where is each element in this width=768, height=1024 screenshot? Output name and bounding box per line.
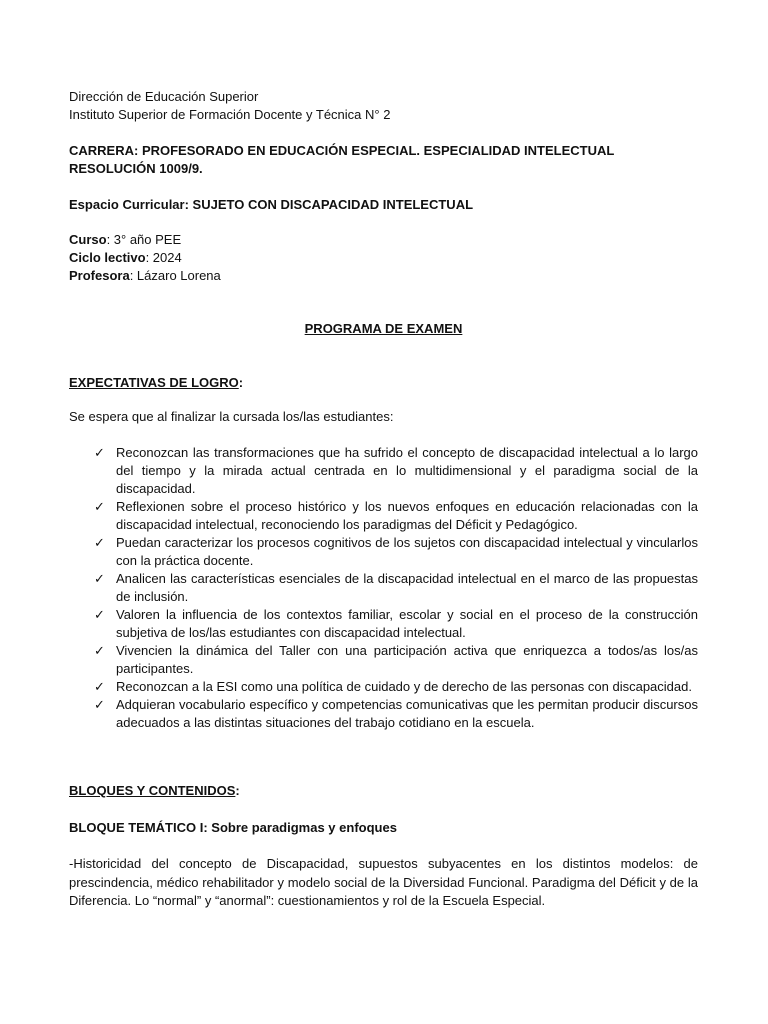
checkmark-icon: ✓ xyxy=(94,643,105,658)
list-item-text: Reconozcan las transformaciones que ha sufrido el concepto de discapacidad intelectual a lo largo del tiempo y la mirada actual centrada en lo multidimensional y el paradigma social de la discapacidad. xyxy=(116,445,698,496)
list-item-text: Puedan caracterizar los procesos cognitivos de los sujetos con discapacidad intelectual y vincularlos con la práctica docente. xyxy=(116,535,698,568)
list-item xyxy=(69,534,698,570)
checkmark-icon: ✓ xyxy=(94,535,105,550)
ciclo-label: Ciclo lectivo xyxy=(69,250,146,265)
profesora-value: : Lázaro Lorena xyxy=(129,268,221,283)
list-item xyxy=(69,642,698,678)
espacio-value: SUJETO CON DISCAPACIDAD INTELECTUAL xyxy=(188,197,474,212)
bloque1-text: -Historicidad del concepto de Discapacidad, supuestos subyacentes en los distintos modelos: de prescindencia, médico rehabilitador y modelo social de la Diversidad Funcional. Paradigma del Déficit y de la Diferencia. Lo “normal” y “anormal”: cuestionamientos y rol de la Escuela Especial. xyxy=(69,856,698,908)
header-block xyxy=(69,88,698,124)
resolucion-line: RESOLUCIÓN 1009/9. xyxy=(69,161,203,176)
list-item-text: Reflexionen sobre el proceso histórico y los nuevos enfoques en educación relacionadas con la discapacidad intelectual, reconociendo los paradigmas del Déficit y Pedagógico. xyxy=(116,499,698,532)
checkmark-icon: ✓ xyxy=(94,499,105,514)
espacio-label: Espacio Curricular: xyxy=(69,197,189,212)
expectativas-intro: Se espera que al finalizar la cursada los/las estudiantes: xyxy=(69,409,394,424)
checkmark-icon: ✓ xyxy=(94,697,105,712)
list-item-text: Analicen las características esenciales de la discapacidad intelectual en el marco de las propuestas de inclusión. xyxy=(116,571,698,604)
list-item-text: Vivencien la dinámica del Taller con una participación activa que enriquezca a todos/as los/as participantes. xyxy=(116,643,698,676)
curso-value: : 3° año PEE xyxy=(106,232,182,247)
checkmark-icon: ✓ xyxy=(94,445,105,460)
checkmark-icon: ✓ xyxy=(94,607,105,622)
expectativas-list-wrap xyxy=(69,444,698,732)
curso-label: Curso xyxy=(69,232,107,247)
checkmark-icon: ✓ xyxy=(94,679,105,694)
course-info xyxy=(69,231,698,285)
list-item xyxy=(69,606,698,642)
bloque1-title: BLOQUE TEMÁTICO I: Sobre paradigmas y enfoques xyxy=(69,820,397,835)
list-item-text: Valoren la influencia de los contextos familiar, escolar y social en el proceso de la construcción subjetiva de los/las estudiantes con discapacidad intelectual. xyxy=(116,607,698,640)
carrera-block xyxy=(69,142,698,178)
bloques-heading: BLOQUES Y CONTENIDOS xyxy=(69,783,236,798)
instituto-text: Instituto Superior de Formación Docente y Técnica N° 2 xyxy=(69,107,391,122)
expectativas-heading-wrap xyxy=(69,374,698,392)
expectativas-intro-wrap xyxy=(69,408,698,426)
expectativas-colon: : xyxy=(238,375,244,390)
direccion-text: Dirección de Educación Superior xyxy=(69,89,259,104)
list-item xyxy=(69,696,698,732)
list-item xyxy=(69,498,698,534)
list-item xyxy=(69,570,698,606)
expectativas-list xyxy=(69,444,698,732)
list-item xyxy=(69,678,698,696)
programa-title: PROGRAMA DE EXAMEN xyxy=(304,321,463,336)
list-item-text: Adquieran vocabulario específico y competencias comunicativas que les permitan producir discursos adecuados a las distintas situaciones del trabajo cotidiano en la escuela. xyxy=(116,697,698,730)
profesora-label: Profesora xyxy=(69,268,130,283)
expectativas-heading: EXPECTATIVAS DE LOGRO xyxy=(69,375,239,390)
list-item-text: Reconozcan a la ESI como una política de cuidado y de derecho de las personas con discapacidad. xyxy=(116,679,692,694)
bloques-colon: : xyxy=(235,783,240,798)
bloque1-title-wrap xyxy=(69,819,698,837)
checkmark-icon: ✓ xyxy=(94,571,105,586)
carrera-line: CARRERA: PROFESORADO EN EDUCACIÓN ESPECIAL. ESPECIALIDAD INTELECTUAL xyxy=(69,143,615,158)
espacio-curricular xyxy=(69,196,698,214)
programa-title-wrap xyxy=(69,320,698,338)
list-item xyxy=(69,444,698,498)
bloques-heading-wrap xyxy=(69,782,698,800)
ciclo-value: : 2024 xyxy=(145,250,182,265)
